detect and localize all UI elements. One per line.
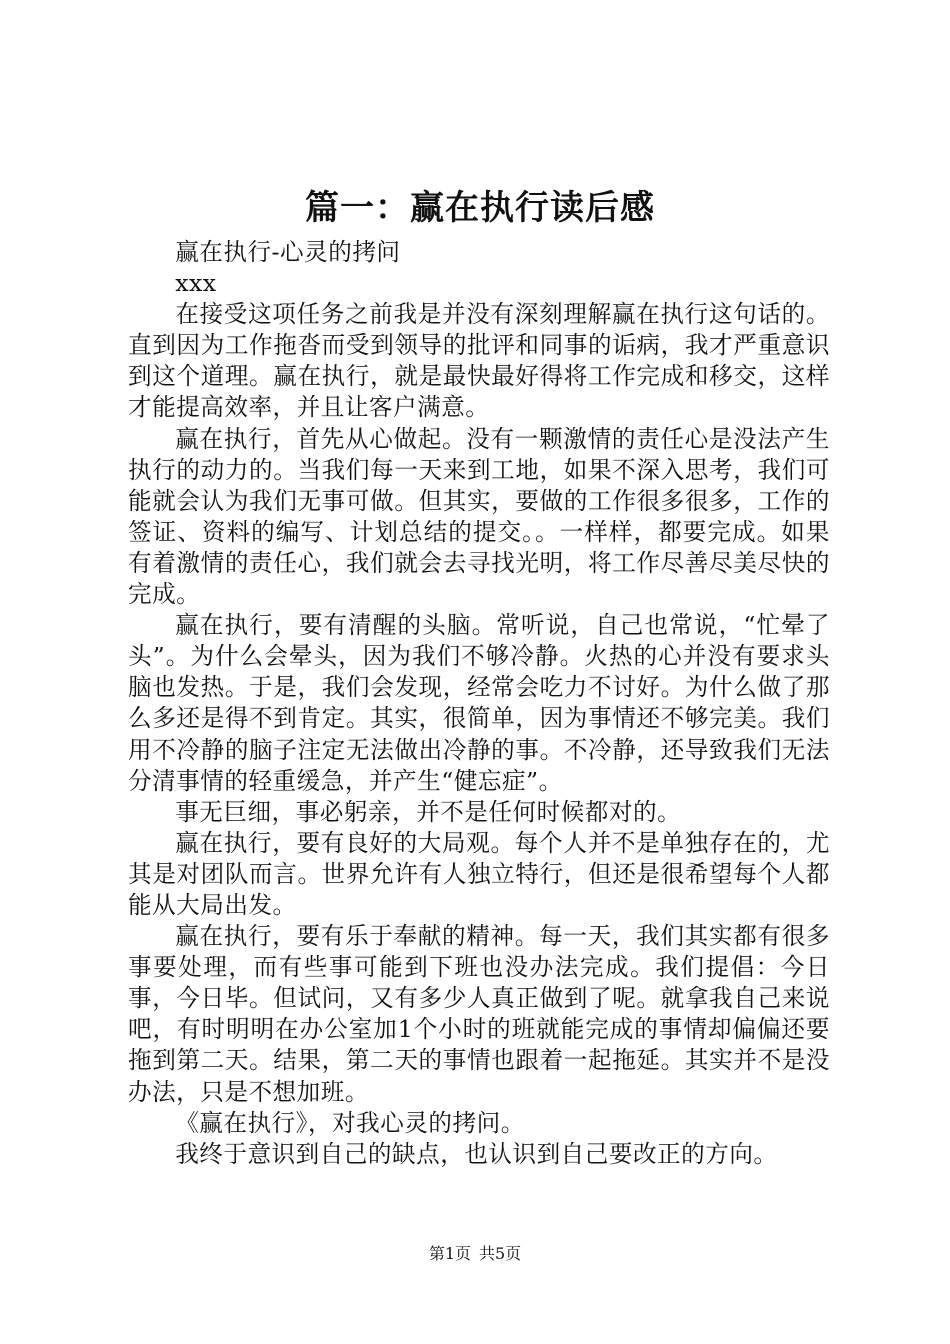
document-body xyxy=(128,237,830,1170)
body-paragraph: 事无巨细，事必躬亲，并不是任何时候都对的。 xyxy=(175,797,682,826)
author-line: xxx xyxy=(175,269,217,298)
body-paragraph: 赢在执行，要有清醒的头脑。常听说，自己也常说，“忙晕了头”。为什么会晕头，因为我们不够冷静。火热的心并没有要求头脑也发热。于是，我们会发现，经常会吃力不讨好。为什么做了那么多还是得不到肯定。其实，很简单，因为事情还不够完美。我们用不冷静的脑子注定无法做出冷静的事。不冷静，还导致我们无法分清事情的轻重缓急，并产生“健忘症”。 xyxy=(128,611,830,795)
body-paragraph: 我终于意识到自己的缺点，也认识到自己要改正的方向。 xyxy=(175,1139,778,1168)
body-paragraph: 赢在执行，要有乐于奉献的精神。每一天，我们其实都有很多事要处理，而有些事可能到下班也没办法完成。我们提倡：今日事，今日毕。但试问，又有多少人真正做到了呢。就拿我自己来说吧，有时明明在办公室加1个小时的班就能完成的事情却偏偏还要拖到第二天。结果，第二天的事情也跟着一起拖延。其实并不是没办法，只是不想加班。 xyxy=(128,922,830,1106)
body-paragraph: 《赢在执行》，对我心灵的拷问。 xyxy=(175,1108,525,1137)
page-footer xyxy=(0,1242,950,1266)
body-paragraph: 在接受这项任务之前我是并没有深刻理解赢在执行这句话的。直到因为工作拖沓而受到领导的批评和同事的诟病，我才严重意识到这个道理。赢在执行，就是最快最好得将工作完成和移交，这样才能提高效率，并且让客户满意。 xyxy=(128,300,830,422)
document-title: 篇一：赢在执行读后感 xyxy=(305,188,655,228)
body-paragraph: 赢在执行，首先从心做起。没有一颗激情的责任心是没法产生执行的动力的。当我们每一天来到工地，如果不深入思考，我们可能就会认为我们无事可做。但其实，要做的工作很多很多，工作的签证、资料的编写、计划总结的提交。。一样样，都要完成。如果有着激情的责任心，我们就会去寻找光明，将工作尽善尽美尽快的完成。 xyxy=(128,424,830,609)
body-paragraph: 赢在执行，要有良好的大局观。每个人并不是单独存在的，尤其是对团队而言。世界允许有人独立特行，但还是很希望每个人都能从大局出发。 xyxy=(128,828,830,919)
subtitle-line: 赢在执行-心灵的拷问 xyxy=(175,238,401,266)
page-number: 第1页 xyxy=(428,1244,471,1263)
page-total: 共5页 xyxy=(479,1244,522,1263)
